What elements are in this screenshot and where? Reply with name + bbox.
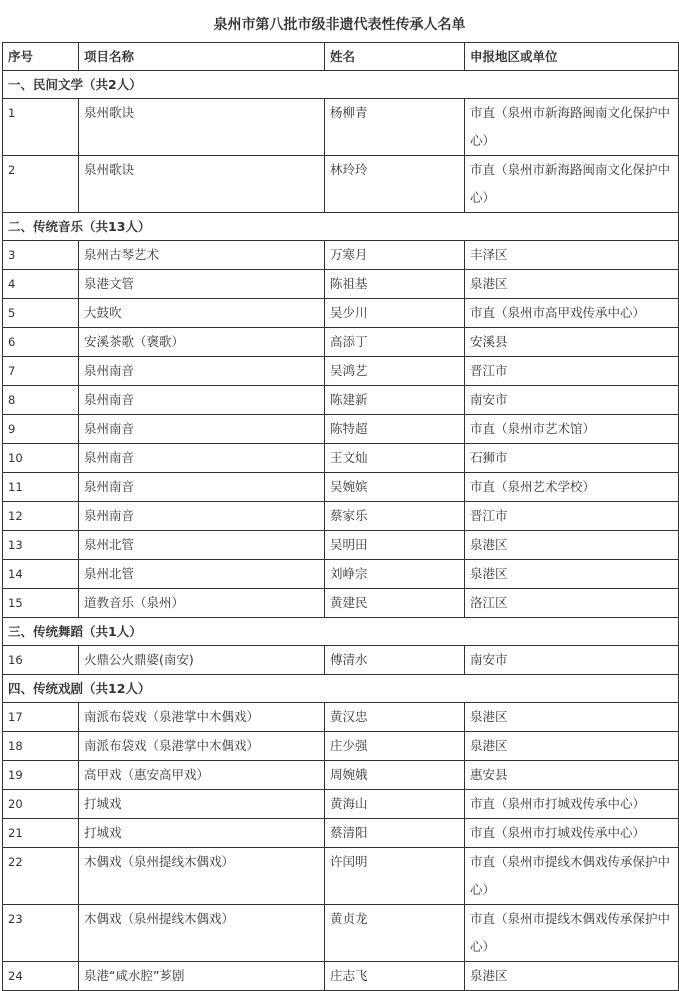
cell-name: 傅清水 xyxy=(325,646,465,675)
cell-unit: 泉港区 xyxy=(465,962,679,991)
cell-number: 23 xyxy=(3,905,79,962)
table-row xyxy=(3,99,679,156)
cell-project: 大鼓吹 xyxy=(79,299,325,328)
cell-number: 3 xyxy=(3,241,79,270)
cell-project: 泉州南音 xyxy=(79,415,325,444)
table-body xyxy=(3,43,679,991)
table-row xyxy=(3,962,679,991)
cell-project: 高甲戏（惠安高甲戏） xyxy=(79,761,325,790)
cell-number: 13 xyxy=(3,531,79,560)
table-row xyxy=(3,328,679,357)
cell-name: 黄汉忠 xyxy=(325,703,465,732)
cell-number: 9 xyxy=(3,415,79,444)
header-unit: 申报地区或单位 xyxy=(465,43,679,71)
cell-project: 泉州南音 xyxy=(79,473,325,502)
cell-unit: 市直（泉州市艺术馆） xyxy=(465,415,679,444)
cell-number: 20 xyxy=(3,790,79,819)
cell-number: 15 xyxy=(3,589,79,618)
table-row xyxy=(3,905,679,962)
cell-unit: 市直（泉州市新海路闽南文化保护中心） xyxy=(465,99,679,156)
table-row xyxy=(3,819,679,848)
section-row xyxy=(3,618,679,646)
cell-project: 泉州南音 xyxy=(79,502,325,531)
cell-number: 10 xyxy=(3,444,79,473)
table-row xyxy=(3,473,679,502)
cell-project: 安溪茶歌（褒歌） xyxy=(79,328,325,357)
cell-number: 22 xyxy=(3,848,79,905)
cell-number: 6 xyxy=(3,328,79,357)
cell-project: 道教音乐（泉州） xyxy=(79,589,325,618)
cell-project: 泉州歌诀 xyxy=(79,156,325,213)
cell-name: 陈祖基 xyxy=(325,270,465,299)
cell-name: 吴婉嫔 xyxy=(325,473,465,502)
cell-project: 泉港文管 xyxy=(79,270,325,299)
cell-unit: 泉港区 xyxy=(465,531,679,560)
table-row xyxy=(3,270,679,299)
cell-number: 19 xyxy=(3,761,79,790)
cell-name: 陈建新 xyxy=(325,386,465,415)
cell-name: 庄少强 xyxy=(325,732,465,761)
cell-unit: 晋江市 xyxy=(465,502,679,531)
table-row xyxy=(3,703,679,732)
cell-unit: 南安市 xyxy=(465,646,679,675)
cell-number: 12 xyxy=(3,502,79,531)
table-row xyxy=(3,646,679,675)
cell-unit: 泉港区 xyxy=(465,732,679,761)
cell-project: 打城戏 xyxy=(79,790,325,819)
cell-unit: 市直（泉州市提线木偶戏传承保护中心） xyxy=(465,905,679,962)
cell-unit: 市直（泉州市高甲戏传承中心） xyxy=(465,299,679,328)
table-row xyxy=(3,386,679,415)
header-name: 姓名 xyxy=(325,43,465,71)
cell-project: 泉州古琴艺术 xyxy=(79,241,325,270)
cell-number: 5 xyxy=(3,299,79,328)
table-row xyxy=(3,848,679,905)
cell-name: 万寒月 xyxy=(325,241,465,270)
page-title: 泉州市第八批市级非遗代表性传承人名单 xyxy=(213,17,466,33)
cell-number: 14 xyxy=(3,560,79,589)
cell-project: 木偶戏（泉州提线木偶戏） xyxy=(79,848,325,905)
cell-unit: 市直（泉州市新海路闽南文化保护中心） xyxy=(465,156,679,213)
table-row xyxy=(3,299,679,328)
section-row xyxy=(3,213,679,241)
cell-number: 21 xyxy=(3,819,79,848)
table-row xyxy=(3,502,679,531)
header-number: 序号 xyxy=(3,43,79,71)
cell-project: 南派布袋戏（泉港掌中木偶戏） xyxy=(79,732,325,761)
cell-unit: 市直（泉州市提线木偶戏传承保护中心） xyxy=(465,848,679,905)
cell-number: 17 xyxy=(3,703,79,732)
cell-unit: 泉港区 xyxy=(465,703,679,732)
section-label: 一、民间文学（共2人） xyxy=(3,71,679,99)
table-row xyxy=(3,357,679,386)
table-row xyxy=(3,415,679,444)
cell-unit: 市直（泉州艺术学校） xyxy=(465,473,679,502)
cell-name: 蔡家乐 xyxy=(325,502,465,531)
table-row xyxy=(3,732,679,761)
cell-name: 蔡清阳 xyxy=(325,819,465,848)
cell-project: 泉港“咸水腔”芗剧 xyxy=(79,962,325,991)
cell-name: 许闰明 xyxy=(325,848,465,905)
cell-name: 高添丁 xyxy=(325,328,465,357)
cell-project: 泉州北管 xyxy=(79,531,325,560)
cell-number: 2 xyxy=(3,156,79,213)
cell-unit: 安溪县 xyxy=(465,328,679,357)
cell-project: 打城戏 xyxy=(79,819,325,848)
cell-project: 木偶戏（泉州提线木偶戏） xyxy=(79,905,325,962)
section-row xyxy=(3,71,679,99)
cell-unit: 石狮市 xyxy=(465,444,679,473)
table-header-row xyxy=(3,43,679,71)
cell-unit: 市直（泉州市打城戏传承中心） xyxy=(465,790,679,819)
cell-project: 泉州南音 xyxy=(79,386,325,415)
cell-unit: 南安市 xyxy=(465,386,679,415)
cell-name: 刘峥宗 xyxy=(325,560,465,589)
cell-name: 黄贞龙 xyxy=(325,905,465,962)
table-row xyxy=(3,560,679,589)
section-label: 三、传统舞蹈（共1人） xyxy=(3,618,679,646)
cell-project: 泉州南音 xyxy=(79,357,325,386)
cell-name: 吴鸿艺 xyxy=(325,357,465,386)
cell-number: 7 xyxy=(3,357,79,386)
table-row xyxy=(3,444,679,473)
header-project: 项目名称 xyxy=(79,43,325,71)
cell-project: 泉州北管 xyxy=(79,560,325,589)
cell-name: 黄海山 xyxy=(325,790,465,819)
section-row xyxy=(3,675,679,703)
cell-name: 吴少川 xyxy=(325,299,465,328)
cell-name: 王文灿 xyxy=(325,444,465,473)
cell-project: 火鼎公火鼎婆(南安) xyxy=(79,646,325,675)
table-row xyxy=(3,790,679,819)
cell-project: 南派布袋戏（泉港掌中木偶戏） xyxy=(79,703,325,732)
table-row xyxy=(3,531,679,560)
cell-name: 庄志飞 xyxy=(325,962,465,991)
cell-number: 16 xyxy=(3,646,79,675)
cell-unit: 丰泽区 xyxy=(465,241,679,270)
section-label: 四、传统戏剧（共12人） xyxy=(3,675,679,703)
cell-project: 泉州南音 xyxy=(79,444,325,473)
cell-unit: 晋江市 xyxy=(465,357,679,386)
cell-unit: 市直（泉州市打城戏传承中心） xyxy=(465,819,679,848)
cell-number: 1 xyxy=(3,99,79,156)
cell-unit: 惠安县 xyxy=(465,761,679,790)
cell-name: 杨柳青 xyxy=(325,99,465,156)
table-row xyxy=(3,761,679,790)
cell-unit: 洛江区 xyxy=(465,589,679,618)
table-row xyxy=(3,241,679,270)
cell-name: 吴明田 xyxy=(325,531,465,560)
cell-name: 陈特超 xyxy=(325,415,465,444)
cell-number: 11 xyxy=(3,473,79,502)
heritage-inheritors-table xyxy=(2,42,679,991)
cell-unit: 泉港区 xyxy=(465,560,679,589)
cell-number: 4 xyxy=(3,270,79,299)
cell-name: 周婉娥 xyxy=(325,761,465,790)
cell-number: 24 xyxy=(3,962,79,991)
cell-unit: 泉港区 xyxy=(465,270,679,299)
table-row xyxy=(3,589,679,618)
cell-number: 18 xyxy=(3,732,79,761)
cell-name: 林玲玲 xyxy=(325,156,465,213)
table-row xyxy=(3,156,679,213)
cell-number: 8 xyxy=(3,386,79,415)
cell-project: 泉州歌诀 xyxy=(79,99,325,156)
cell-name: 黄建民 xyxy=(325,589,465,618)
section-label: 二、传统音乐（共13人） xyxy=(3,213,679,241)
